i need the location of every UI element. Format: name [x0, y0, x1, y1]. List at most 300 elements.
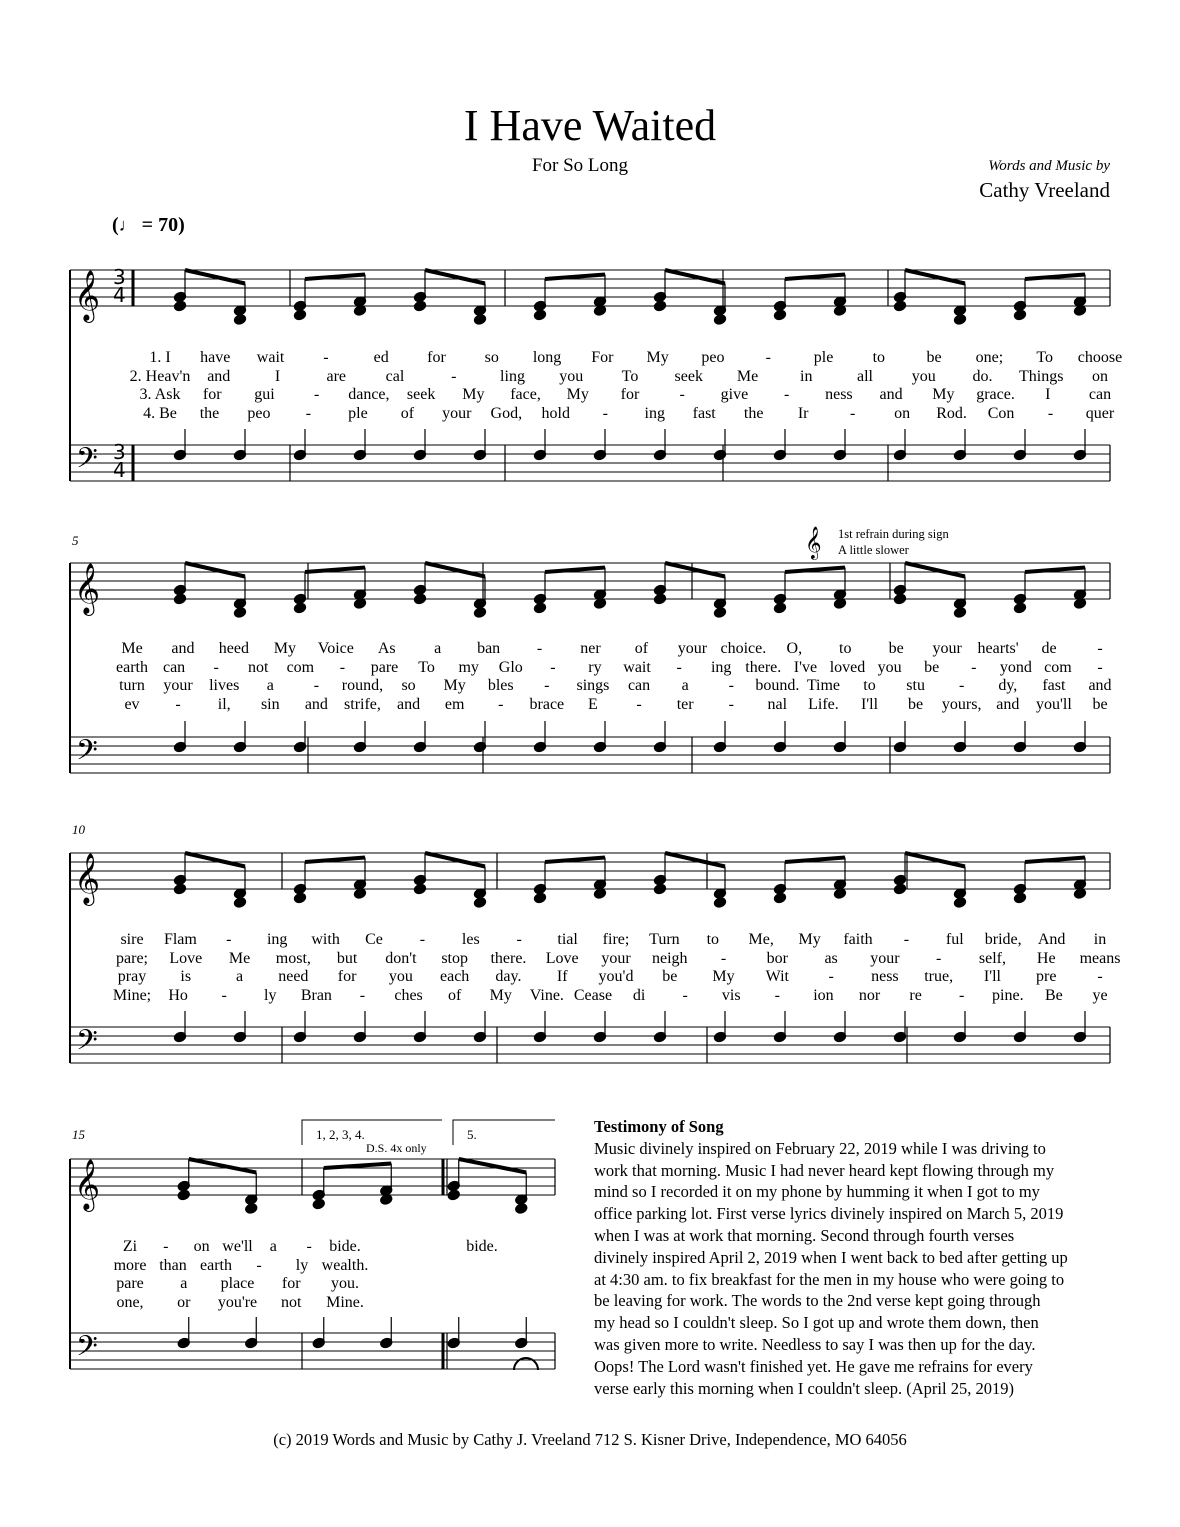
lyric-syllable: I'll — [860, 695, 879, 713]
lyric-syllable: bor — [766, 949, 788, 967]
lyric-syllable: com — [286, 658, 315, 676]
lyric-syllable: tial — [557, 931, 578, 948]
treble-note-head — [173, 300, 186, 312]
treble-note-head — [312, 1198, 325, 1210]
note-beam — [785, 568, 845, 573]
lyric-syllable: seek — [674, 367, 703, 385]
treble-note-head — [293, 892, 306, 904]
lyric-syllable: for — [337, 968, 357, 985]
lyric-syllable: Time — [806, 677, 841, 694]
treble-note-head — [1013, 892, 1026, 904]
note-beam — [1025, 275, 1085, 280]
lyric-syllable: each — [440, 968, 470, 985]
lyric-syllable: Me — [228, 949, 251, 967]
lyric-syllable: is — [180, 968, 192, 985]
note-beam — [185, 563, 245, 577]
lyric-syllable: - — [313, 386, 320, 403]
lyric-syllable: - — [359, 986, 366, 1004]
lyric-syllable: - — [175, 695, 181, 713]
treble-note-head — [653, 300, 666, 312]
lyric-syllable: there. — [745, 658, 782, 676]
lyric-syllable: of — [447, 986, 462, 1004]
lyric-syllable: com — [1044, 658, 1072, 676]
lyric-syllable: long — [532, 349, 562, 366]
lyric-syllable: your — [932, 640, 962, 657]
lyric-syllable: strife, — [344, 695, 381, 713]
lyric-syllable: - — [550, 658, 556, 676]
lyric-syllable: and — [879, 386, 903, 403]
lyric-syllable: have — [200, 349, 231, 366]
copyright-footer: (c) 2019 Words and Music by Cathy J. Vreeland 712 S. Kisner Drive, Independence, MO 64056 — [273, 1430, 907, 1449]
treble-note-head — [413, 883, 426, 895]
measure-number: 10 — [72, 822, 85, 837]
lyric-syllable: - — [636, 695, 642, 713]
lyric-syllable: wait — [256, 349, 285, 366]
lyric-syllable: To — [1036, 349, 1054, 366]
note-beam — [1025, 858, 1085, 863]
testimony-line: at 4:30 am. to fix breakfast for the men in my house who were going to — [594, 1269, 1065, 1289]
lyric-syllable: ness — [871, 968, 899, 985]
lyric-syllable: don't — [385, 949, 417, 967]
lyric-syllable: to — [872, 349, 886, 366]
treble-note-head — [893, 883, 906, 895]
lyric-syllable: can — [162, 658, 186, 676]
lyric-syllable: - — [676, 658, 682, 676]
lyric-syllable: a — [681, 677, 689, 694]
lyric-syllable: Rod. — [936, 404, 967, 422]
testimony-heading: Testimony of Song — [594, 1117, 724, 1136]
note-beam — [185, 853, 245, 867]
lyric-syllable: and — [996, 695, 1020, 713]
quarter-note-icon: ♩ — [118, 215, 137, 235]
treble-note-head — [473, 607, 486, 619]
testimony-line: verse early this morning when I couldn't sleep. (April 25, 2019) — [594, 1378, 1014, 1398]
lyric-syllable: my — [458, 658, 479, 676]
lyric-syllable: heed — [218, 640, 249, 657]
lyric-syllable: My — [489, 986, 512, 1004]
lyric-syllable: - — [935, 949, 942, 967]
lyric-syllable: ing — [710, 658, 732, 676]
note-beam — [185, 270, 245, 284]
treble-note-head — [533, 309, 546, 321]
lyric-syllable: - — [451, 367, 457, 385]
treble-note-head — [173, 593, 186, 605]
treble-note-head — [233, 897, 246, 909]
testimony-line: divinely inspired April 2, 2019 when I went back to bed after getting up — [594, 1247, 1068, 1267]
treble-note-head — [473, 897, 486, 909]
lyric-syllable: - — [959, 986, 965, 1004]
lyric-syllable: gui — [254, 386, 275, 403]
lyric-syllable: Mine. — [326, 1293, 364, 1311]
lyric-syllable: - — [903, 931, 910, 948]
lyric-syllable: Mine; — [112, 986, 152, 1004]
lyric-syllable: you're — [217, 1293, 258, 1311]
lyric-syllable: stop — [441, 949, 468, 967]
treble-note-head — [515, 1203, 528, 1215]
note-beam — [425, 853, 485, 867]
lyric-syllable: in — [1093, 931, 1107, 948]
note-beam — [665, 563, 725, 577]
lyric-syllable: Love — [545, 949, 579, 967]
lyric-syllable: 2. Heav'n — [129, 367, 191, 385]
time-signature: 4 — [113, 283, 126, 307]
lyric-syllable: one; — [975, 349, 1004, 366]
bass-clef-icon: 𝄢 — [76, 442, 98, 482]
lyric-syllable: you'd — [598, 968, 634, 985]
lyric-syllable: be — [1092, 695, 1108, 713]
treble-note-head — [533, 602, 546, 614]
lyric-syllable: wait — [623, 658, 651, 676]
lyric-syllable: and — [397, 695, 421, 713]
lyric-syllable: we'll — [222, 1238, 253, 1255]
lyric-syllable: not — [248, 658, 269, 676]
lyric-syllable: you — [559, 367, 584, 385]
treble-note-head — [447, 1189, 460, 1201]
lyric-syllable: bles — [487, 677, 514, 694]
note-beam — [324, 1164, 392, 1169]
lyric-syllable: on — [1092, 367, 1108, 385]
lyric-syllable: dance, — [348, 386, 390, 403]
song-title: I Have Waited — [463, 101, 717, 150]
lyric-syllable: a — [180, 1275, 188, 1292]
lyric-syllable: and — [1088, 677, 1112, 694]
lyric-syllable: ban — [477, 640, 501, 657]
note-beam — [545, 568, 605, 573]
lyric-syllable: do. — [972, 367, 993, 385]
note-beam — [425, 563, 485, 577]
lyric-syllable: your — [442, 404, 472, 422]
note-beam — [305, 858, 365, 863]
treble-note-head — [773, 892, 786, 904]
tempo-marking: (♩ = 70) — [112, 214, 185, 236]
lyric-syllable: but — [336, 949, 358, 967]
lyric-syllable: a — [266, 677, 274, 694]
treble-note-head — [413, 593, 426, 605]
lyric-syllable: Turn — [649, 931, 680, 948]
treble-note-head — [713, 314, 726, 326]
lyric-syllable: to — [706, 931, 720, 948]
testimony-line: mind so I recorded it on my phone by humming it when I got to my — [594, 1182, 1040, 1202]
lyric-syllable: - — [720, 949, 727, 967]
lyric-syllable: yond — [999, 658, 1032, 676]
lyric-syllable: - — [536, 640, 543, 657]
note-beam — [665, 270, 725, 284]
lyric-syllable: - — [959, 677, 965, 694]
lyric-syllable: nal — [767, 695, 788, 713]
lyric-syllable: peo — [247, 404, 271, 422]
lyric-syllable: Bran — [300, 986, 332, 1004]
lyric-syllable: ing — [266, 931, 288, 948]
lyric-syllable: Ce — [365, 931, 383, 948]
treble-note-head — [773, 309, 786, 321]
lyric-syllable: so — [401, 677, 416, 694]
lyric-syllable: ion — [813, 986, 834, 1004]
lyric-syllable: your — [677, 640, 708, 657]
note-beam — [545, 858, 605, 863]
lyric-syllable: - — [313, 677, 320, 694]
treble-note-head — [473, 314, 486, 326]
lyric-syllable: fast — [1042, 677, 1066, 694]
lyric-syllable: be — [926, 349, 942, 366]
lyric-syllable: faith — [843, 931, 873, 948]
testimony-section — [594, 1116, 1124, 1399]
lyric-syllable: face, — [510, 386, 541, 403]
lyric-syllable: pine. — [992, 986, 1024, 1004]
lyric-syllable: pre — [1036, 968, 1057, 985]
lyric-syllable: ed — [373, 349, 389, 366]
note-beam — [189, 1159, 257, 1173]
lyric-syllable: so — [484, 349, 499, 366]
lyric-syllable: I've — [793, 658, 818, 676]
lyric-syllable: for — [620, 386, 640, 403]
lyric-syllable: seek — [406, 386, 436, 403]
lyric-syllable: les — [461, 931, 480, 948]
testimony-line: Music divinely inspired on February 22, 2019 while I was driving to — [594, 1138, 1046, 1158]
time-signature: 4 — [113, 458, 126, 482]
treble-clef-icon: 𝄞 — [74, 270, 101, 321]
note-beam — [785, 858, 845, 863]
treble-note-head — [713, 897, 726, 909]
treble-note-head — [953, 897, 966, 909]
lyric-syllable: Zi — [122, 1238, 138, 1255]
measure-number: 15 — [72, 1127, 85, 1142]
lyric-syllable: ly — [295, 1256, 309, 1274]
lyric-syllable: ner — [580, 640, 601, 657]
lyric-syllable: means — [1079, 949, 1121, 967]
lyric-syllable: Wit — [765, 968, 790, 985]
testimony-line: Oops! The Lord wasn't finished yet. He gave me refrains for every — [594, 1356, 1033, 1376]
lyric-syllable: - — [728, 695, 734, 713]
lyric-syllable: stu — [906, 677, 925, 694]
lyric-syllable: a — [269, 1238, 277, 1255]
lyric-syllable: your — [163, 677, 193, 694]
lyric-syllable: Love — [169, 949, 203, 967]
lyric-syllable: - — [774, 986, 780, 1004]
lyric-syllable: can — [1088, 386, 1112, 403]
second-ending-label: 5. — [467, 1127, 477, 1142]
lyric-syllable: - — [602, 404, 608, 422]
treble-note-head — [773, 602, 786, 614]
lyric-syllable: bide. — [466, 1238, 498, 1255]
lyric-syllable: - — [339, 658, 346, 676]
lyric-syllable: give — [720, 386, 749, 403]
lyric-syllable: Me — [736, 367, 759, 385]
lyric-syllable: Cease — [573, 986, 613, 1004]
lyric-syllable: - — [679, 386, 685, 403]
lyric-syllable: - — [1097, 968, 1103, 985]
lyric-syllable: - — [498, 695, 504, 713]
lyric-syllable: bide. — [329, 1238, 361, 1255]
lyric-syllable: Life. — [808, 695, 839, 713]
lyric-syllable: - — [783, 386, 790, 403]
lyric-syllable: loved — [829, 658, 866, 676]
lyric-syllable: be — [924, 658, 940, 676]
lyric-syllable: yours, — [941, 695, 982, 713]
lyric-syllable: hearts' — [977, 640, 1019, 657]
note-beam — [425, 270, 485, 284]
lyric-syllable: Voice — [317, 640, 354, 657]
lyric-syllable: God, — [490, 404, 523, 422]
lyric-syllable: are — [326, 367, 347, 385]
treble-note-head — [293, 309, 306, 321]
lyric-syllable: you'll — [1036, 695, 1072, 713]
note-beam — [305, 568, 365, 573]
lyric-syllable: My — [646, 349, 669, 366]
lyric-syllable: peo — [701, 349, 725, 366]
lyric-syllable: - — [516, 931, 522, 948]
lyric-syllable: vis — [721, 986, 741, 1004]
lyric-syllable: self, — [978, 949, 1006, 967]
lyric-syllable: the — [199, 404, 220, 422]
lyric-syllable: Things — [1019, 367, 1064, 385]
lyric-syllable: ev — [124, 695, 140, 713]
lyric-syllable: for — [427, 349, 446, 366]
lyric-syllable: - — [544, 677, 550, 694]
lyric-syllable: - — [221, 986, 227, 1004]
lyric-syllable: For — [591, 349, 614, 366]
testimony-line: work that morning. Music I had never heard kept flowing through my — [594, 1160, 1055, 1180]
lyric-syllable: not — [281, 1293, 302, 1311]
lyric-syllable: there. — [490, 949, 527, 967]
lyric-syllable: Ir — [797, 404, 809, 422]
lyric-syllable: Glo — [498, 658, 523, 676]
lyric-syllable: I'll — [983, 968, 1001, 985]
first-ending-label: 1, 2, 3, 4. — [316, 1127, 365, 1142]
treble-note-head — [245, 1203, 258, 1215]
lyric-syllable: quer — [1085, 404, 1115, 422]
lyric-syllable: a — [235, 968, 244, 985]
lyric-syllable: place — [220, 1275, 255, 1292]
lyric-syllable: My — [566, 386, 589, 403]
lyric-syllable: be — [888, 640, 904, 657]
time-signature: 3 — [113, 265, 126, 289]
lyric-syllable: cal — [385, 367, 405, 385]
lyric-syllable: - — [1097, 640, 1103, 657]
lyric-syllable: - — [1047, 404, 1054, 422]
lyric-syllable: 3. Ask — [139, 386, 181, 403]
lyric-syllable: My — [273, 640, 296, 657]
lyric-syllable: your — [601, 949, 631, 967]
lyric-syllable: true, — [924, 968, 954, 985]
lyric-syllable: - — [163, 1238, 169, 1255]
lyric-syllable: you. — [331, 1275, 359, 1292]
lyric-syllable: the — [743, 404, 764, 422]
lyric-syllable: earth — [200, 1256, 232, 1274]
lyric-syllable: you — [911, 367, 936, 385]
lyric-syllable: O, — [786, 640, 803, 657]
lyric-syllable: My — [462, 386, 485, 403]
lyric-syllable: bound. — [755, 677, 800, 694]
tempo-change: A little slower — [838, 543, 909, 557]
lyric-syllable: round, — [341, 677, 384, 694]
ds-note: D.S. 4x only — [366, 1141, 427, 1155]
note-beam — [545, 275, 605, 280]
lyric-syllable: of — [400, 404, 415, 422]
treble-note-head — [177, 1189, 190, 1201]
lyric-syllable: be — [662, 968, 678, 985]
lyric-syllable: wealth. — [321, 1256, 369, 1274]
lyric-syllable: pray — [117, 968, 147, 985]
lyric-syllable: fast — [692, 404, 716, 422]
testimony-line: office parking lot. First verse lyrics divinely inspired on March 5, 2019 — [594, 1204, 1064, 1224]
note-beam — [305, 275, 365, 280]
lyric-syllable: hold — [541, 404, 571, 422]
lyric-syllable: il, — [217, 695, 231, 713]
song-subtitle: For So Long — [531, 155, 629, 176]
lyric-syllable: sire — [120, 931, 144, 948]
testimony-line: my head so I couldn't sleep. So I got up and wrote them down, then — [594, 1313, 1039, 1333]
testimony-line: be leaving for work. The words to the 2nd verse kept going through — [594, 1291, 1041, 1311]
lyric-syllable: you — [388, 968, 413, 985]
lyric-syllable: 4. Be — [143, 404, 177, 422]
note-beam — [665, 853, 725, 867]
lyric-syllable: - — [682, 986, 688, 1004]
lyric-syllable: ing — [644, 404, 665, 422]
lyric-syllable: a — [434, 640, 442, 657]
note-beam — [905, 853, 965, 867]
treble-note-head — [893, 593, 906, 605]
lyric-syllable: - — [213, 658, 219, 676]
lyric-syllable: in — [800, 367, 813, 385]
treble-note-head — [653, 883, 666, 895]
tempo-value: = 70 — [141, 214, 179, 236]
lyric-syllable: ling — [500, 367, 525, 385]
lyric-syllable: ches — [394, 986, 423, 1004]
lyric-syllable: - — [828, 968, 834, 985]
lyric-syllable: or — [177, 1293, 191, 1311]
measure-number: 5 — [72, 533, 79, 548]
treble-note-head — [413, 300, 426, 312]
lyric-syllable: My — [443, 677, 466, 694]
treble-note-head — [533, 892, 546, 904]
lyric-syllable: one, — [116, 1293, 144, 1311]
lyric-syllable: and — [207, 367, 231, 385]
lyric-syllable: earth — [116, 658, 148, 676]
lyric-syllable: you — [877, 658, 902, 676]
lyric-syllable: ful — [945, 931, 964, 948]
lyric-syllable: I — [274, 367, 281, 385]
lyric-syllable: Be — [1045, 986, 1063, 1004]
lyric-syllable: Me, — [748, 931, 774, 948]
lyric-syllable: - — [306, 1238, 312, 1255]
treble-note-head — [173, 883, 186, 895]
lyric-syllable: turn — [119, 677, 145, 694]
lyric-syllable: ly — [264, 986, 277, 1004]
treble-note-head — [893, 300, 906, 312]
lyric-syllable: on — [193, 1238, 210, 1255]
lyric-syllable: I — [1045, 386, 1051, 403]
bass-clef-icon: 𝄢 — [76, 734, 98, 774]
lyric-syllable: My — [712, 968, 735, 985]
lyric-syllable: nor — [858, 986, 881, 1004]
credit-label: Words and Music by — [988, 158, 1110, 174]
lyric-syllable: - — [256, 1256, 262, 1274]
note-beam — [905, 270, 965, 284]
lyric-syllable: bride, — [984, 931, 1022, 948]
lyric-syllable: ry — [588, 658, 602, 676]
lyric-syllable: day. — [495, 968, 522, 985]
composer-name: Cathy Vreeland — [979, 178, 1110, 202]
treble-note-head — [953, 607, 966, 619]
lyric-syllable: Me — [121, 640, 143, 657]
lyric-syllable: for — [281, 1275, 301, 1292]
lyric-syllable: - — [323, 349, 329, 366]
treble-note-head — [953, 314, 966, 326]
lyric-syllable: grace. — [976, 386, 1015, 403]
lyric-syllable: most, — [275, 949, 311, 967]
lyric-syllable: - — [305, 404, 312, 422]
lyric-syllable: for — [202, 386, 222, 403]
